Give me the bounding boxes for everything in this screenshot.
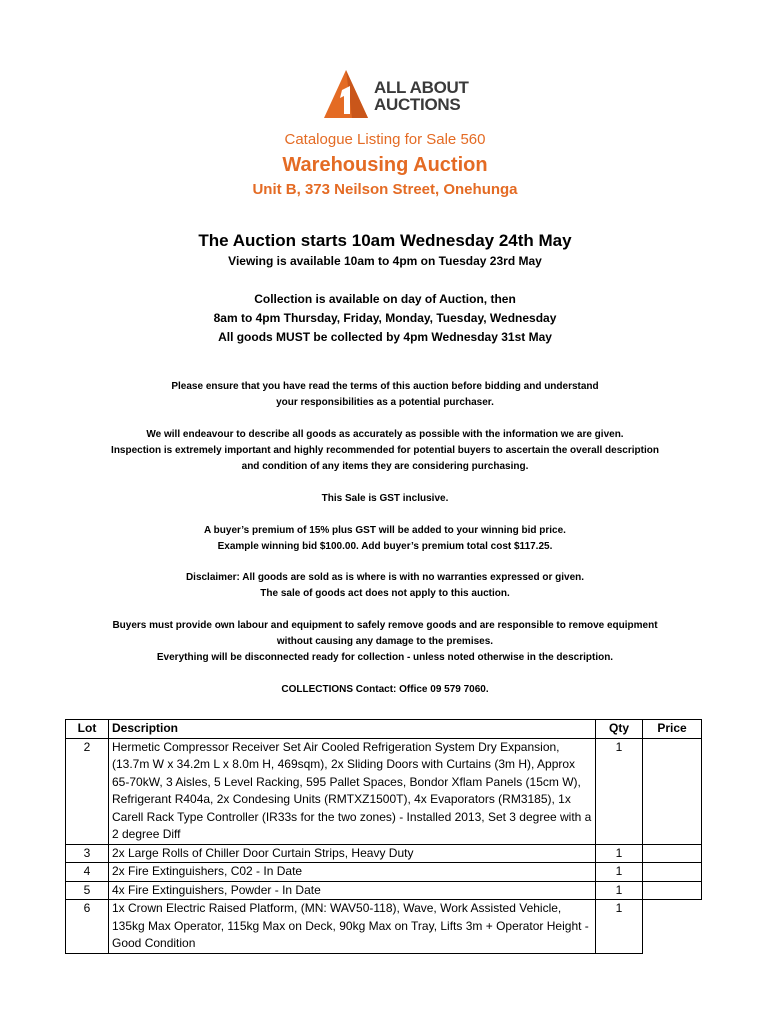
table-header-row: [66, 720, 702, 739]
lot-qty: 1: [596, 844, 643, 863]
auction-logo-icon: [322, 68, 370, 120]
labour-line-2: without causing any damage to the premises.: [276, 636, 494, 647]
lot-number: 5: [66, 881, 109, 900]
lot-description: Hermetic Compressor Receiver Set Air Cooled Refrigeration System Dry Expansion, (13.7m W x 34.2m L x 8.0m H, 469sqm), 2x Sliding Doors with Curtains (3m H), Approx 65-70kW, 3 Aisles, 5 Level Racking, 595 Pallet Spaces, Bondor Xflam Panels (15cm W), Refrigerant R404a, 2x Condesing Units (RMTXZ1500T), 4x Evaporators (RM3185), 1x Carell Rack Type Controller (IR33s for the two zones) - Installed 2013, Set 3 degree with a 2 degree Diff: [109, 738, 596, 844]
terms-line-1: Please ensure that you have read the terms of this auction before bidding and understand: [171, 381, 599, 392]
premium-line-1: A buyer’s premium of 15% plus GST will be added to your winning bid price.: [204, 525, 566, 536]
disclaimer-line-2: The sale of goods act does not apply to this auction.: [260, 588, 510, 599]
lot-description: 2x Large Rolls of Chiller Door Curtain Strips, Heavy Duty: [109, 844, 596, 863]
lots-table: [65, 719, 702, 954]
header-lot: Lot: [66, 720, 109, 739]
labour-line-1: Buyers must provide own labour and equipment to safely remove goods and are responsible to remove equipment: [112, 620, 658, 631]
lot-description: 1x Crown Electric Raised Platform, (MN: WAV50-118), Wave, Work Assisted Vehicle, 135kg Max Operator, 115kg Max on Deck, 90kg Max on Tray, Lifts 3m + Operator Height - Good Condition: [109, 900, 596, 954]
describe-line-3: and condition of any items they are considering purchasing.: [241, 461, 529, 472]
disclaimer-line-1: Disclaimer: All goods are sold as is where is with no warranties expressed or given.: [185, 572, 585, 583]
describe-line-2: Inspection is extremely important and highly recommended for potential buyers to ascertain the overall description: [111, 445, 659, 456]
lot-number: 2: [66, 738, 109, 844]
lot-price: [643, 738, 702, 844]
viewing-time: Viewing is available 10am to 4pm on Tuesday 23rd May: [228, 254, 542, 268]
lot-price: [643, 900, 702, 954]
logo-text-line1: ALL ABOUT: [374, 78, 469, 97]
header-price: Price: [643, 720, 702, 739]
collection-line-3: All goods MUST be collected by 4pm Wednesday 31st May: [218, 330, 552, 344]
company-logo: [322, 68, 469, 120]
collection-line-1: Collection is available on day of Auction, then: [254, 292, 516, 306]
lot-qty: 1: [596, 900, 643, 954]
lot-qty: 1: [596, 881, 643, 900]
lot-price: [643, 844, 702, 863]
lot-price: [643, 881, 702, 900]
table-row: [66, 863, 702, 882]
table-row: [66, 881, 702, 900]
lot-number: 4: [66, 863, 109, 882]
labour-line-3: Everything will be disconnected ready for collection - unless noted otherwise in the description.: [156, 652, 614, 663]
describe-line-1: We will endeavour to describe all goods as accurately as possible with the information we are given.: [146, 429, 624, 440]
lot-qty: 1: [596, 863, 643, 882]
auction-start-time: The Auction starts 10am Wednesday 24th May: [198, 231, 572, 250]
lot-price: [643, 863, 702, 882]
collections-contact: COLLECTIONS Contact: Office 09 579 7060.: [281, 684, 489, 695]
lot-number: 6: [66, 900, 109, 954]
lot-description: 2x Fire Extinguishers, C02 - In Date: [109, 863, 596, 882]
auction-title: Warehousing Auction: [282, 154, 488, 176]
lot-qty: 1: [596, 738, 643, 844]
table-row: [66, 738, 702, 844]
gst-note: This Sale is GST inclusive.: [321, 493, 449, 504]
header-description: Description: [109, 720, 596, 739]
table-row: [66, 900, 702, 954]
table-row: [66, 844, 702, 863]
terms-line-2: your responsibilities as a potential purchaser.: [276, 397, 494, 408]
premium-line-2: Example winning bid $100.00. Add buyer’s premium total cost $117.25.: [217, 541, 553, 552]
lot-description: 4x Fire Extinguishers, Powder - In Date: [109, 881, 596, 900]
lot-number: 3: [66, 844, 109, 863]
collection-line-2: 8am to 4pm Thursday, Friday, Monday, Tuesday, Wednesday: [213, 311, 557, 325]
header-qty: Qty: [596, 720, 643, 739]
auction-address: Unit B, 373 Neilson Street, Onehunga: [252, 181, 518, 198]
logo-text-line2: AUCTIONS: [374, 95, 461, 114]
catalogue-heading: Catalogue Listing for Sale 560: [284, 131, 486, 148]
